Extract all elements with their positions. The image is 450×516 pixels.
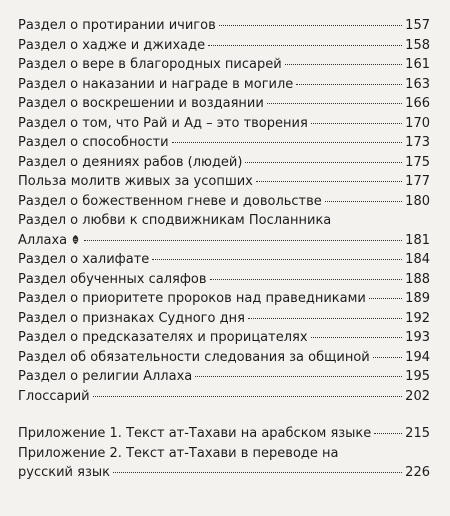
toc-entry-page: 181 bbox=[405, 232, 430, 248]
toc-entry-title: Раздел о хадже и джихаде bbox=[18, 37, 206, 53]
toc-entry-page: 195 bbox=[405, 369, 430, 384]
appendix-entry-title-second-line: русский язык bbox=[18, 465, 110, 480]
toc-entry bbox=[18, 16, 430, 36]
dot-leader bbox=[267, 102, 402, 104]
toc-entry-title: Раздел о том, что Рай и Ад – это творения bbox=[18, 115, 308, 131]
toc-entry bbox=[18, 270, 430, 290]
toc-entry bbox=[18, 192, 430, 212]
toc-entry bbox=[18, 133, 430, 153]
appendix-entry-title: Приложение 1. Текст ат-Тахави на арабском языке bbox=[18, 426, 372, 441]
salawat-ligature-icon bbox=[70, 234, 81, 245]
toc-entry bbox=[18, 387, 430, 407]
section-gap bbox=[18, 406, 430, 424]
dot-leader bbox=[219, 24, 402, 26]
appendix-entry-page: 226 bbox=[405, 465, 430, 480]
toc-entry-page: 180 bbox=[405, 193, 430, 209]
dot-leader bbox=[256, 180, 402, 182]
appendix-entry-page: 215 bbox=[405, 426, 430, 441]
toc-entry bbox=[18, 55, 430, 75]
toc-entry bbox=[18, 309, 430, 329]
toc-entry-title: Раздел о воскрешении и воздаянии bbox=[18, 96, 264, 111]
appendix-entry bbox=[18, 463, 430, 483]
toc-entry-page: 188 bbox=[405, 271, 430, 287]
dot-leader bbox=[369, 297, 402, 299]
toc-entry-page: 193 bbox=[405, 330, 430, 345]
toc-entry bbox=[18, 36, 430, 56]
toc-entry-title: Польза молитв живых за усопших bbox=[18, 174, 253, 189]
dot-leader bbox=[152, 258, 402, 260]
toc-entry-page: 161 bbox=[405, 57, 430, 72]
toc-entry-title: Раздел о предсказателях и прорицателях bbox=[18, 330, 308, 345]
dot-leader bbox=[93, 395, 403, 397]
dot-leader bbox=[113, 471, 402, 473]
toc-entry-page: 184 bbox=[405, 252, 430, 267]
toc-entry bbox=[18, 75, 430, 95]
toc-entry bbox=[18, 114, 430, 134]
toc-entry bbox=[18, 348, 430, 368]
toc-entry-title: Раздел о божественном гневе и довольстве bbox=[18, 193, 322, 209]
dot-leader bbox=[374, 432, 402, 434]
toc-entry bbox=[18, 153, 430, 173]
toc-entry-title: Раздел о способности bbox=[18, 135, 169, 150]
toc-entry-page: 166 bbox=[405, 96, 430, 111]
toc-entry bbox=[18, 172, 430, 192]
toc-entry-page: 192 bbox=[405, 310, 430, 326]
toc-entry-page: 194 bbox=[405, 349, 430, 365]
dot-leader bbox=[195, 375, 402, 377]
toc-entry-page: 170 bbox=[405, 115, 430, 131]
toc-entry-title: Раздел о признаках Судного дня bbox=[18, 310, 245, 326]
toc-entry-page: 157 bbox=[405, 18, 430, 33]
toc-entry-title: Раздел о деяниях рабов (людей) bbox=[18, 154, 243, 170]
dot-leader bbox=[245, 161, 402, 163]
toc-entry-page: 202 bbox=[405, 388, 430, 404]
toc-entry-title: Раздел о наказании и награде в могиле bbox=[18, 76, 294, 92]
dot-leader bbox=[172, 141, 403, 143]
appendix-entry-title-first-line: Приложение 2. Текст ат-Тахави в переводе на bbox=[18, 445, 339, 461]
toc-entry-title-second-line: Аллаха bbox=[18, 231, 81, 251]
toc-entry-title: Раздел о халифате bbox=[18, 252, 150, 267]
table-of-contents bbox=[18, 16, 430, 483]
toc-entry-title: Раздел о религии Аллаха bbox=[18, 369, 193, 384]
dot-leader bbox=[84, 239, 402, 241]
toc-entry bbox=[18, 231, 430, 251]
toc-entry-page: 163 bbox=[405, 76, 430, 92]
toc-entry-page: 175 bbox=[405, 154, 430, 170]
toc-entry bbox=[18, 367, 430, 387]
toc-entry bbox=[18, 289, 430, 309]
toc-entry bbox=[18, 250, 430, 270]
dot-leader bbox=[210, 278, 403, 280]
dot-leader bbox=[248, 317, 402, 319]
toc-entry-title: Глоссарий bbox=[18, 388, 90, 404]
dot-leader bbox=[325, 200, 402, 202]
dot-leader bbox=[373, 356, 402, 358]
toc-entry-page: 158 bbox=[405, 37, 430, 53]
toc-entry-title: Раздел о вере в благородных писарей bbox=[18, 57, 282, 72]
dot-leader bbox=[311, 122, 402, 124]
toc-entry-page: 189 bbox=[405, 291, 430, 306]
dot-leader bbox=[285, 63, 402, 65]
dot-leader bbox=[208, 44, 402, 46]
toc-entry bbox=[18, 94, 430, 114]
toc-entry-title: Раздел о приоритете пророков над праведниками bbox=[18, 291, 366, 306]
toc-entry bbox=[18, 328, 430, 348]
dot-leader bbox=[296, 83, 402, 85]
toc-entry-title: Раздел обученных саляфов bbox=[18, 271, 207, 287]
toc-entry-title: Раздел об обязательности следования за общиной bbox=[18, 349, 370, 365]
toc-entry-page: 177 bbox=[405, 174, 430, 189]
appendix-entry bbox=[18, 424, 430, 444]
toc-entry-title-first-line: Раздел о любви к сподвижникам Посланника bbox=[18, 213, 332, 228]
toc-entry-page: 173 bbox=[405, 135, 430, 150]
toc-entry-title: Раздел о протирании ичигов bbox=[18, 18, 216, 33]
dot-leader bbox=[311, 336, 403, 338]
